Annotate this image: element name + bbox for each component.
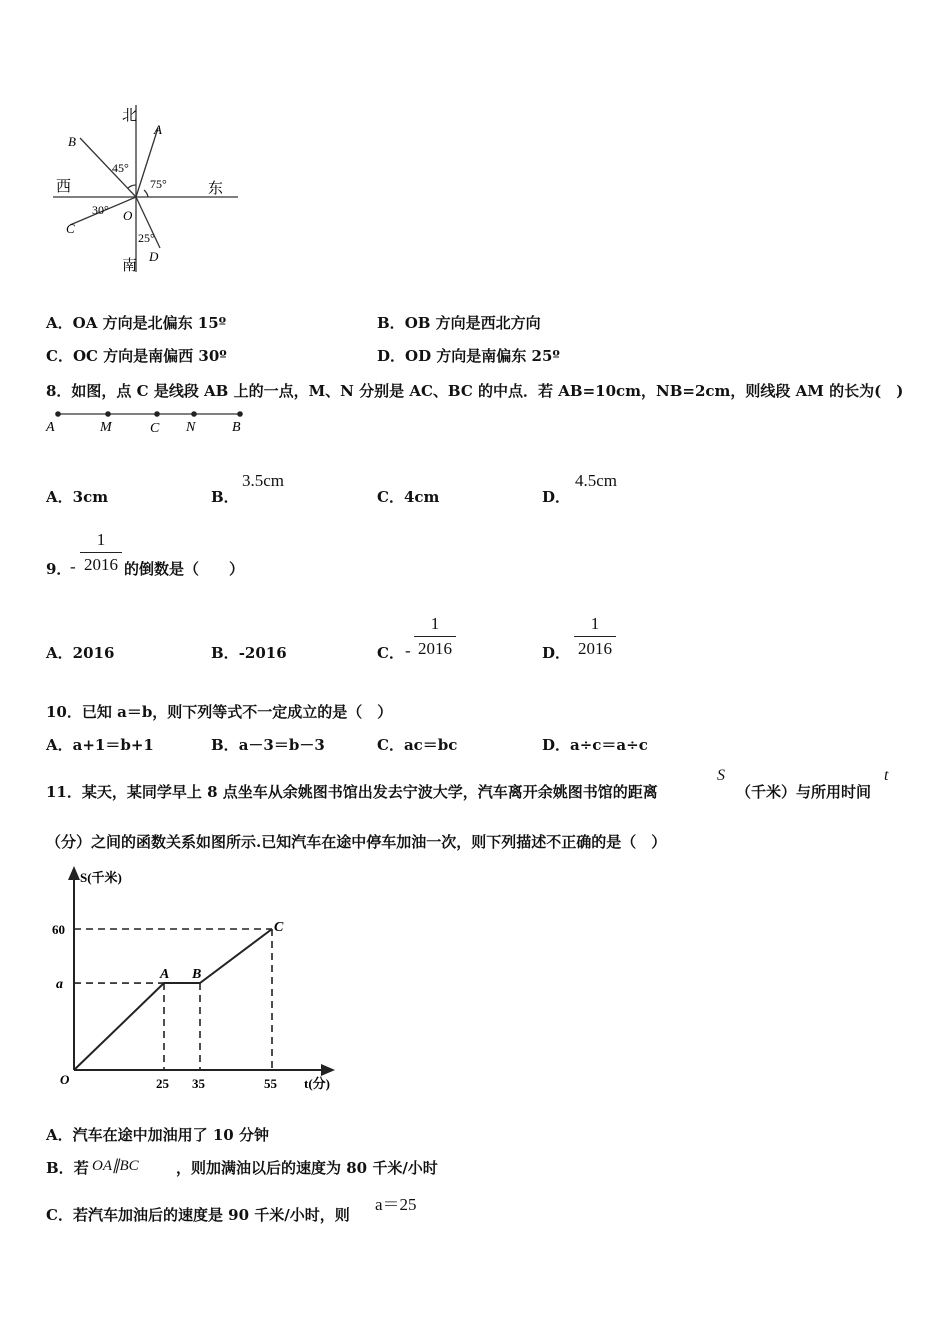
point-label-b: B: [192, 967, 202, 983]
segment-label-n: N: [186, 420, 196, 435]
distance-time-graph: [44, 864, 344, 1096]
q8-option-c: [377, 486, 439, 507]
point-label-a: A: [160, 967, 170, 983]
angle-30-label: 30°: [92, 203, 109, 217]
q8-option-b-math: 3.5cm: [242, 471, 285, 490]
point-m-dot: [105, 411, 111, 417]
segment-figure: [44, 404, 254, 436]
option-text: 3cm: [72, 488, 109, 506]
fraction-numerator: 1: [590, 614, 600, 633]
fraction-denominator: 2016: [84, 555, 118, 574]
option-letter: D．: [542, 736, 571, 754]
fraction-denominator: 2016: [578, 639, 612, 658]
q9-number: 9．: [46, 560, 72, 578]
q8-option-d-math: 4.5cm: [575, 471, 618, 490]
point-n-dot: [191, 411, 197, 417]
point-c-label: C: [66, 221, 75, 236]
fraction-numerator: 1: [430, 614, 440, 633]
option-letter: B．: [211, 644, 239, 662]
option-letter: C．: [377, 644, 404, 662]
point-o-label: O: [123, 208, 133, 223]
option-letter: D．: [377, 347, 406, 365]
option-text: 4cm: [403, 488, 440, 506]
point-b-label: B: [68, 134, 76, 149]
compass-figure: [48, 100, 248, 275]
option-text: a÷c＝a÷c: [570, 736, 648, 754]
x-tick-25: 25: [156, 1076, 169, 1091]
option-letter: C．: [46, 347, 73, 365]
option-letter: B．: [211, 736, 239, 754]
point-a-dot: [55, 411, 61, 417]
option-text: 汽车在途中加油用了 10 分钟: [72, 1126, 269, 1144]
q11-option-a: [46, 1124, 269, 1145]
segment-label-m: M: [100, 420, 112, 435]
arc-75: [144, 190, 148, 197]
option-text: ac＝bc: [403, 736, 458, 754]
option-text: a+1＝b+1: [72, 736, 154, 754]
q8-option-a: [46, 486, 108, 507]
q11-var-s: S: [717, 767, 725, 784]
option-letter: A．: [46, 488, 73, 506]
q10-option-b: [211, 734, 325, 755]
y-axis-label: S(千米): [80, 870, 122, 885]
option-text: OB 方向是西北方向: [404, 314, 541, 332]
q8-option-b: [211, 486, 239, 507]
q9-option-b: [211, 642, 287, 663]
option-text: a－3＝b－3: [238, 736, 325, 754]
option-letter: D．: [542, 644, 571, 662]
q9-option-d-fraction: [574, 614, 616, 659]
angle-25-label: 25°: [138, 231, 155, 245]
q11-option-c-math: a＝25: [375, 1195, 417, 1214]
q8-option-d: [542, 486, 570, 507]
option-text: 2016: [72, 644, 115, 662]
x-tick-35: 35: [192, 1076, 205, 1091]
option-letter: A．: [46, 1126, 73, 1144]
point-b-dot: [237, 411, 243, 417]
fraction-numerator: 1: [96, 530, 106, 549]
q7-option-a: [46, 312, 226, 333]
fraction-bar: [80, 552, 122, 553]
angle-45-label: 45°: [112, 161, 129, 175]
y-tick-60: 60: [52, 922, 65, 937]
q9-option-c-minus: -: [405, 641, 411, 660]
option-letter: B．: [211, 488, 239, 506]
q11-stem-part2: （分）之间的函数关系如图所示.已知汽车在途中停车加油一次，则下列描述不正确的是（ ）: [46, 833, 667, 851]
option-letter: D．: [542, 488, 571, 506]
option-letter: B．: [46, 1159, 74, 1177]
q8-stem: 8．如图，点 C 是线段 AB 上的一点，M、N 分别是 AC、BC 的中点．若 AB=10cm，NB=2cm，则线段 AM 的长为( ): [46, 382, 904, 400]
option-letter: C．: [46, 1206, 73, 1224]
q9-minus: -: [70, 557, 76, 576]
point-a-label: A: [154, 122, 162, 137]
east-label: 东: [208, 181, 224, 197]
segment-label-a: A: [46, 420, 55, 435]
option-letter: C．: [377, 488, 404, 506]
option-text: OD 方向是南偏东 25º: [405, 347, 560, 365]
q11-option-b: [46, 1157, 89, 1178]
option-letter: A．: [46, 644, 73, 662]
fraction-bar: [414, 636, 456, 637]
q9-option-d: [542, 642, 570, 663]
south-label: 南: [122, 258, 138, 274]
arc-45: [128, 185, 136, 188]
series-line: [74, 929, 272, 1070]
x-axis-label: t(分): [304, 1076, 330, 1091]
q11-unit-km: （千米）与所用时间: [736, 783, 872, 801]
option-text: 若汽车加油后的速度是 90 千米/小时，则: [72, 1206, 350, 1224]
q11-var-t: t: [884, 767, 889, 784]
y-tick-a: a: [56, 977, 63, 993]
angle-75-label: 75°: [150, 177, 167, 191]
segment-label-b: B: [232, 420, 241, 435]
point-d-label: D: [149, 249, 159, 264]
q10-stem: 10．已知 a＝b，则下列等式不一定成立的是（ ）: [46, 703, 393, 721]
q10-option-d: [542, 734, 648, 755]
q7-option-b: [377, 312, 541, 333]
option-text: OC 方向是南偏西 30º: [72, 347, 227, 365]
q9-option-c-fraction: [414, 614, 456, 659]
q7-option-d: [377, 345, 560, 366]
option-text: OA 方向是北偏东 15º: [72, 314, 227, 332]
q10-option-a: [46, 734, 154, 755]
q11-option-b-tail: ，则加满油以后的速度为 80 千米/小时: [176, 1159, 438, 1177]
option-letter: A．: [46, 314, 73, 332]
q11-stem-part1: 11．某天，某同学早上 8 点坐车从余姚图书馆出发去宁波大学，汽车离开余姚图书馆的距离: [46, 783, 658, 801]
fraction-bar: [574, 636, 616, 637]
option-text: 若: [73, 1159, 89, 1177]
point-c-dot: [154, 411, 160, 417]
q11-option-c: [46, 1204, 350, 1225]
west-label: 西: [56, 179, 72, 195]
q9-option-a: [46, 642, 114, 663]
option-letter: B．: [377, 314, 405, 332]
north-label: 北: [122, 108, 138, 124]
origin-label: O: [60, 1072, 70, 1087]
q9-option-c: [377, 642, 404, 663]
fraction-denominator: 2016: [418, 639, 452, 658]
point-label-c: C: [274, 920, 284, 935]
q10-option-c: [377, 734, 457, 755]
x-tick-55: 55: [264, 1076, 277, 1091]
q11-option-b-math: OA∥BC: [92, 1158, 139, 1174]
segment-label-c: C: [150, 421, 160, 436]
q7-option-c: [46, 345, 227, 366]
option-letter: C．: [377, 736, 404, 754]
option-letter: A．: [46, 736, 73, 754]
q9-tail: 的倒数是（ ）: [124, 560, 245, 578]
q9-fraction: [80, 530, 122, 575]
option-text: -2016: [238, 644, 287, 662]
